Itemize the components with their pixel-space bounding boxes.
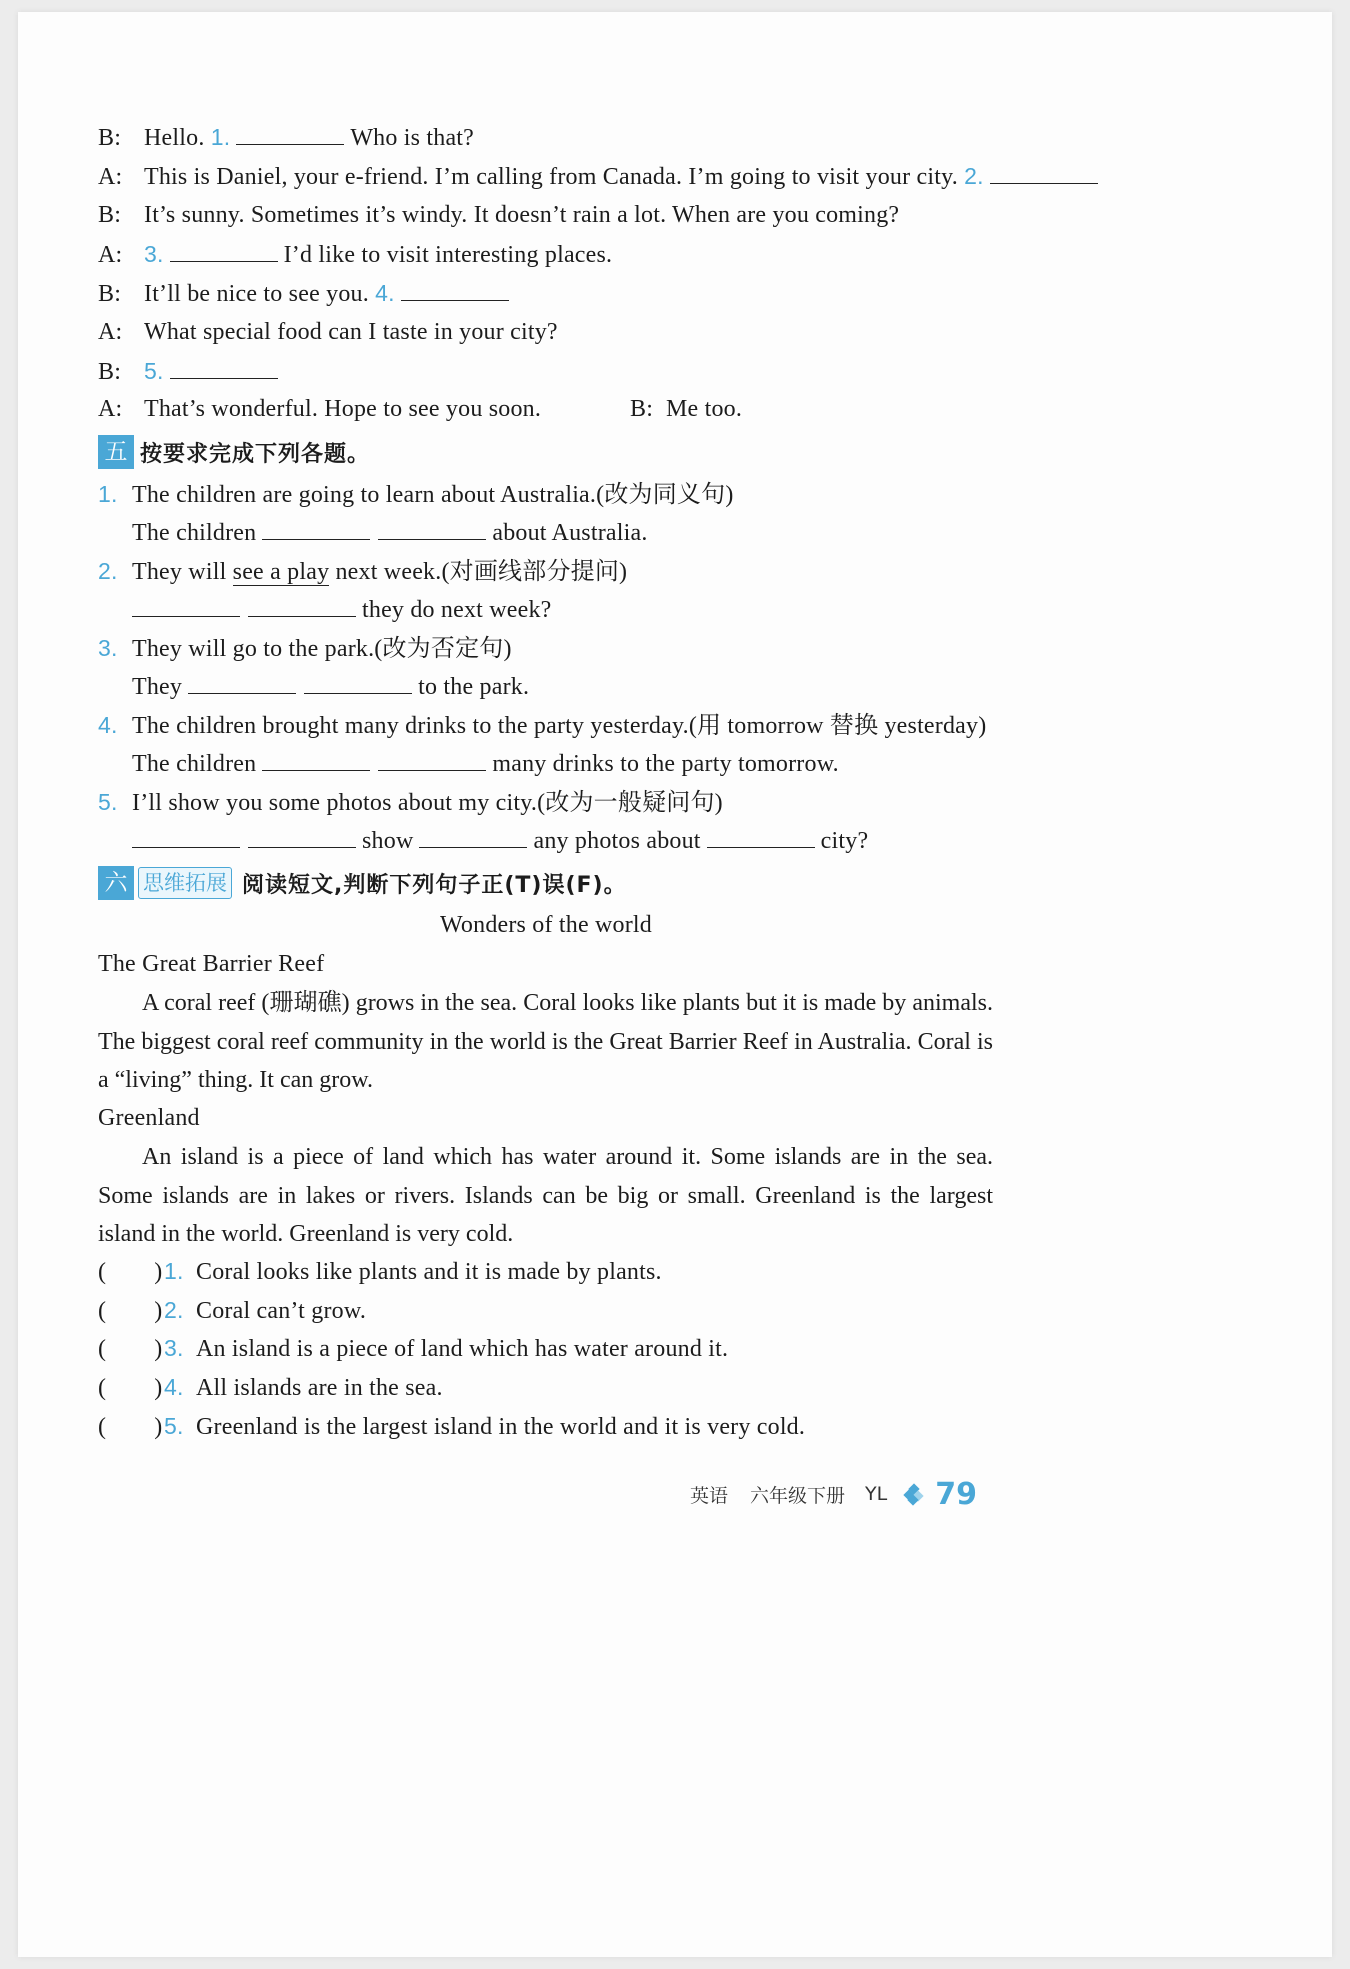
question-text: The children are going to learn about Australia.	[132, 482, 597, 508]
passage-paragraph-2	[98, 1138, 993, 1254]
question-text: They will go to the park.	[132, 636, 375, 662]
question-number: 5.	[98, 789, 118, 815]
dialogue-line-2	[98, 161, 1104, 191]
answer-blank[interactable]	[419, 825, 527, 848]
question-text: The children brought many drinks to the party yesterday.	[132, 713, 689, 739]
speaker: B:	[630, 396, 654, 422]
answer-blank[interactable]	[236, 122, 344, 145]
worksheet-page	[18, 12, 1332, 1957]
question-number: 1.	[164, 1258, 184, 1284]
task-question-3	[98, 633, 512, 663]
answer-prefix: They	[132, 674, 183, 700]
dialogue-line-1	[98, 122, 474, 152]
question-number: 3.	[164, 1335, 184, 1361]
speaker: B:	[98, 281, 122, 307]
footer-grade: 六年级下册	[750, 1484, 846, 1507]
answer-bracket[interactable]: ( )	[98, 1414, 163, 1440]
answer-suffix: about Australia.	[492, 520, 648, 546]
answer-prefix: The children	[132, 751, 257, 777]
speaker: A:	[98, 164, 123, 190]
page-footer	[690, 1474, 977, 1514]
task-answer-4	[132, 748, 839, 778]
blank-number: 4.	[375, 280, 395, 306]
question-number: 4.	[164, 1374, 184, 1400]
dialogue-line-8	[98, 394, 541, 424]
answer-suffix: to the park.	[418, 674, 530, 700]
answer-suffix: they do next week?	[362, 597, 552, 623]
blank-number: 3.	[144, 241, 164, 267]
answer-word: any photos about	[533, 828, 701, 854]
task-question-4	[98, 710, 986, 740]
blank-number: 1.	[210, 124, 231, 150]
underlined-phrase: see a play	[232, 559, 330, 585]
question-text: I’ll show you some photos about my city.	[132, 790, 538, 816]
answer-blank[interactable]	[990, 161, 1098, 184]
statement-text: An island is a piece of land which has water around it.	[196, 1336, 729, 1362]
blank-number: 5.	[144, 358, 164, 384]
answer-word: show	[362, 828, 414, 854]
speaker: A:	[98, 396, 123, 422]
instruction: (用 tomorrow 替换 yesterday)	[688, 713, 987, 739]
question-number: 4.	[98, 712, 118, 738]
question-number: 2.	[98, 558, 118, 584]
section-tag: 思维拓展	[138, 867, 232, 899]
section-title: 阅读短文,判断下列句子正(T)误(F)。	[242, 872, 627, 898]
answer-blank[interactable]	[248, 594, 356, 617]
paragraph-text: An island is a piece of land which has water around it. Some islands are in the sea. Some islands are in lakes or rivers. Islands can be big or small. Greenland is the largest island in the world. Greenland is very cold.	[98, 1144, 993, 1247]
speaker: A:	[98, 319, 123, 345]
instruction: (改为一般疑问句)	[537, 790, 723, 816]
answer-suffix: city?	[820, 828, 869, 854]
answer-blank[interactable]	[262, 517, 370, 540]
instruction: (改为同义句)	[596, 482, 734, 508]
line-text: Who is that?	[350, 125, 475, 151]
diamond-icon	[905, 1485, 923, 1503]
task-question-1	[98, 479, 734, 509]
task-question-2	[98, 556, 627, 586]
speaker: B:	[98, 359, 122, 385]
answer-blank[interactable]	[248, 825, 356, 848]
task-answer-2	[126, 594, 552, 624]
paragraph-text: A coral reef (珊瑚礁) grows in the sea. Coral looks like plants but it is made by animals. The biggest coral reef community in the world is the Great Barrier Reef in Australia. Coral is a “living” thing. It can grow.	[98, 990, 993, 1093]
statement-text: All islands are in the sea.	[196, 1375, 443, 1401]
answer-blank[interactable]	[262, 748, 370, 771]
answer-blank[interactable]	[378, 748, 486, 771]
answer-bracket[interactable]: ( )	[98, 1259, 163, 1285]
line-text: It’ll be nice to see you.	[144, 281, 369, 307]
tf-item-2	[98, 1295, 366, 1325]
answer-bracket[interactable]: ( )	[98, 1375, 163, 1401]
question-text: next week.	[335, 559, 442, 585]
line-text: This is Daniel, your e-friend. I’m calling from Canada. I’m going to visit your city.	[144, 164, 958, 190]
instruction: (改为否定句)	[374, 636, 512, 662]
line-text: Me too.	[666, 396, 743, 422]
answer-suffix: many drinks to the party tomorrow.	[492, 751, 839, 777]
task-answer-5	[126, 825, 868, 855]
answer-blank[interactable]	[707, 825, 815, 848]
statement-text: Coral can’t grow.	[196, 1298, 367, 1324]
answer-blank[interactable]	[304, 671, 412, 694]
question-number: 3.	[98, 635, 118, 661]
answer-blank[interactable]	[170, 356, 278, 379]
section-6-header	[98, 865, 627, 901]
dialogue-line-3	[98, 200, 899, 230]
passage-subheading-1: The Great Barrier Reef	[98, 951, 325, 977]
answer-bracket[interactable]: ( )	[98, 1336, 163, 1362]
dialogue-line-6	[98, 317, 558, 347]
dialogue-line-7	[98, 356, 284, 386]
answer-blank[interactable]	[401, 278, 509, 301]
passage-paragraph-1	[98, 984, 993, 1100]
answer-blank[interactable]	[132, 825, 240, 848]
statement-text: Coral looks like plants and it is made by plants.	[196, 1259, 662, 1285]
tf-item-4	[98, 1372, 443, 1402]
blank-number: 2.	[964, 163, 984, 189]
task-question-5	[98, 787, 723, 817]
line-text: It’s sunny. Sometimes it’s windy. It doesn’t rain a lot. When are you coming?	[144, 202, 900, 228]
answer-blank[interactable]	[378, 517, 486, 540]
answer-prefix: The children	[132, 520, 257, 546]
instruction: (对画线部分提问)	[441, 559, 628, 585]
answer-bracket[interactable]: ( )	[98, 1298, 163, 1324]
task-answer-1	[132, 517, 648, 547]
line-text: Hello.	[144, 125, 205, 151]
statement-text: Greenland is the largest island in the world and it is very cold.	[196, 1414, 806, 1440]
passage-title: Wonders of the world	[439, 912, 653, 938]
section-badge: 六	[98, 866, 134, 900]
line-text: I’d like to visit interesting places.	[283, 242, 613, 268]
section-badge: 五	[98, 435, 134, 469]
question-number: 1.	[98, 481, 118, 507]
speaker: B:	[98, 202, 122, 228]
tf-item-1	[98, 1256, 662, 1286]
tf-item-5	[98, 1411, 805, 1441]
question-number: 5.	[164, 1413, 184, 1439]
section-title: 按要求完成下列各题。	[140, 441, 371, 467]
passage-subheading-2: Greenland	[98, 1105, 200, 1131]
dialogue-line-8b	[630, 394, 742, 424]
footer-edition: YL	[865, 1483, 888, 1505]
speaker: B:	[98, 125, 122, 151]
line-text: What special food can I taste in your city?	[144, 319, 558, 345]
dialogue-line-5	[98, 278, 515, 308]
dialogue-line-4	[98, 239, 612, 269]
question-text: They will	[132, 559, 227, 585]
answer-blank[interactable]	[188, 671, 296, 694]
footer-subject: 英语	[690, 1484, 729, 1507]
section-5-header	[98, 434, 370, 470]
task-answer-3	[132, 671, 529, 701]
page-number: 79	[935, 1476, 977, 1512]
tf-item-3	[98, 1333, 728, 1363]
line-text: That’s wonderful. Hope to see you soon.	[144, 396, 542, 422]
question-number: 2.	[164, 1297, 184, 1323]
speaker: A:	[98, 242, 123, 268]
answer-blank[interactable]	[132, 594, 240, 617]
answer-blank[interactable]	[170, 239, 278, 262]
